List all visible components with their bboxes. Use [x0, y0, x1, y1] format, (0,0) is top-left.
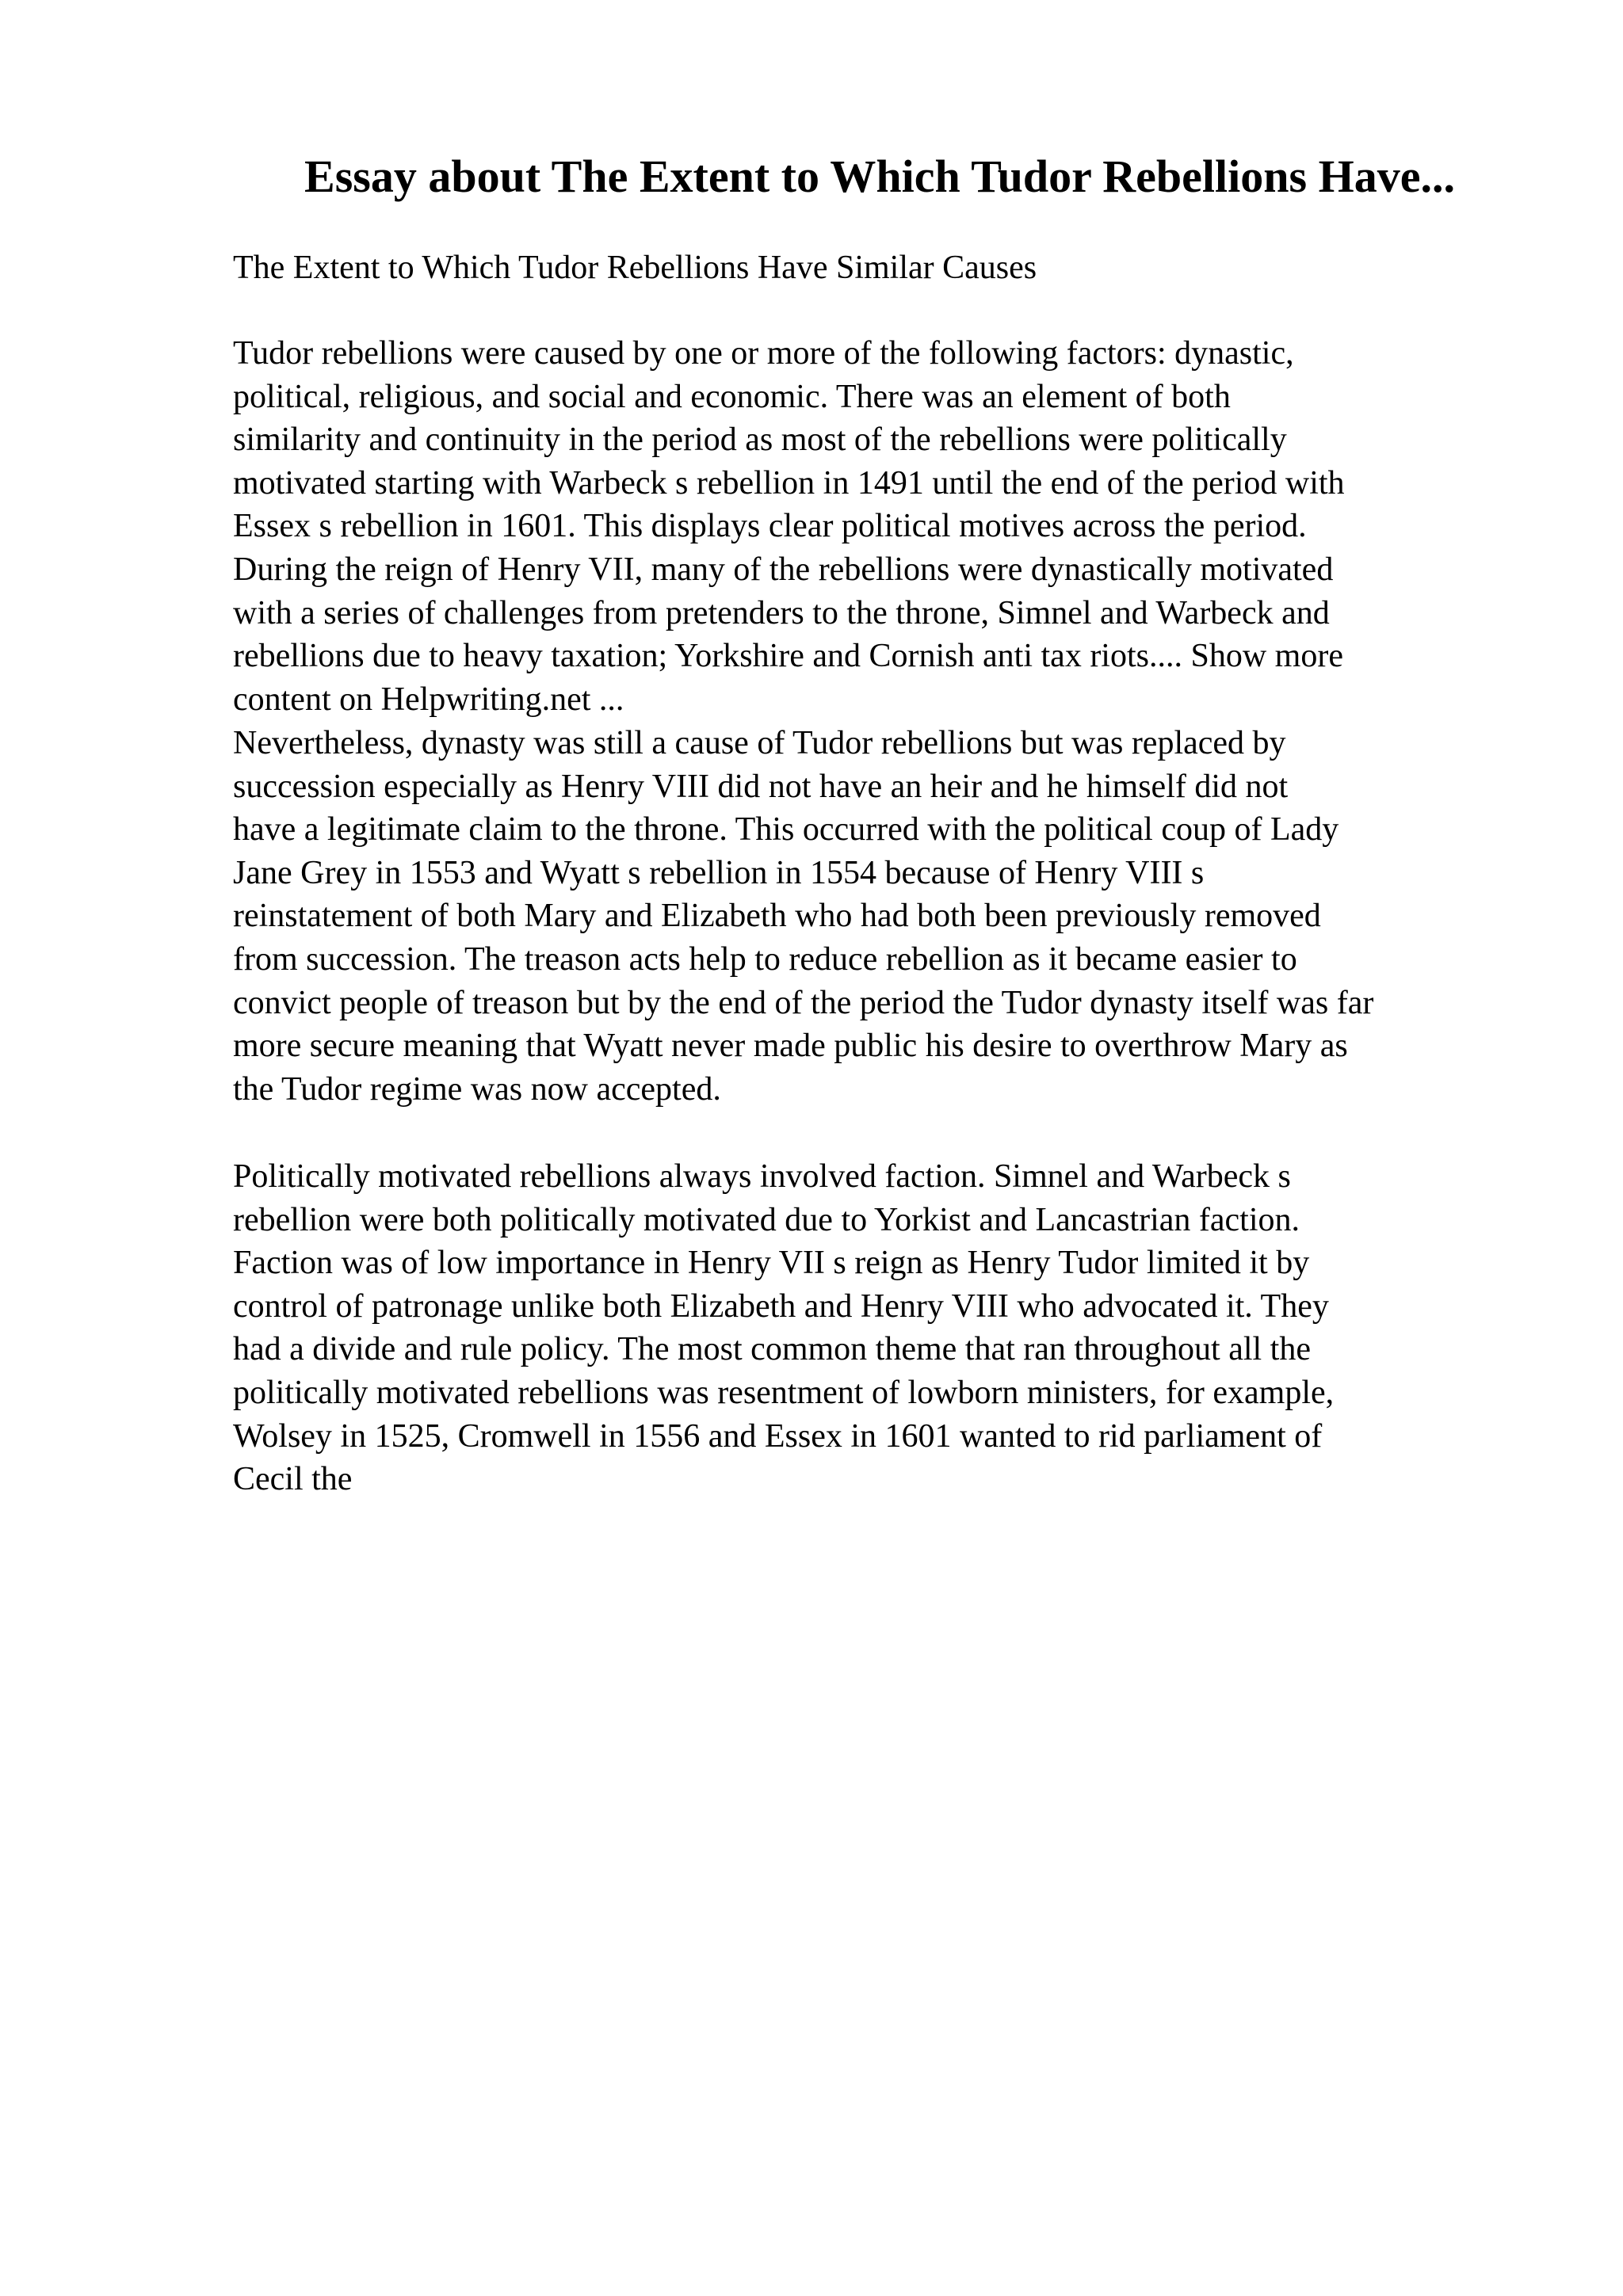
paragraph-line: Cecil the [233, 1461, 353, 1498]
paragraph-line: content on Helpwriting.net ... [233, 681, 624, 718]
paragraph-line: Faction was of low importance in Henry VII s reign as Henry Tudor limited it by [233, 1245, 1310, 1282]
page-title: Essay about The Extent to Which Tudor Rebellions Have... [304, 151, 1455, 202]
paragraph-line: succession especially as Henry VIII did not have an heir and he himself did not [233, 768, 1289, 805]
paragraph-line: had a divide and rule policy. The most common theme that ran throughout all the [233, 1331, 1311, 1368]
paragraph-1 [233, 332, 1596, 721]
paragraph-line: rebellion were both politically motivated due to Yorkist and Lancastrian faction. [233, 1201, 1300, 1238]
paragraph-line: politically motivated rebellions was resentment of lowborn ministers, for example, [233, 1374, 1335, 1411]
paragraph-line: convict people of treason but by the end of the period the Tudor dynasty itself was far [233, 984, 1374, 1021]
paragraph-line: Essex s rebellion in 1601. This displays clear political motives across the period. [233, 508, 1307, 545]
essay-subtitle: The Extent to Which Tudor Rebellions Have Similar Causes [233, 250, 1037, 286]
paragraph-line: Politically motivated rebellions always involved faction. Simnel and Warbeck s [233, 1158, 1291, 1195]
paragraph-line: Wolsey in 1525, Cromwell in 1556 and Essex in 1601 wanted to rid parliament of [233, 1417, 1323, 1455]
paragraph-line: Jane Grey in 1553 and Wyatt s rebellion in 1554 because of Henry VIII s [233, 854, 1205, 891]
paragraph-line: control of patronage unlike both Elizabeth and Henry VIII who advocated it. They [233, 1287, 1329, 1325]
paragraph-line: with a series of challenges from pretenders to the throne, Simnel and Warbeck and [233, 594, 1330, 631]
paragraph-line: from succession. The treason acts help to reduce rebellion as it became easier to [233, 940, 1297, 978]
paragraph-line: During the reign of Henry VII, many of the rebellions were dynastically motivated [233, 551, 1334, 588]
paragraph-line: Tudor rebellions were caused by one or more of the following factors: dynastic, [233, 335, 1294, 372]
paragraph-2 [233, 722, 1596, 1111]
paragraph-line: similarity and continuity in the period as most of the rebellions were politically [233, 421, 1287, 459]
paragraph-line: Nevertheless, dynasty was still a cause of Tudor rebellions but was replaced by [233, 725, 1286, 761]
paragraph-line: rebellions due to heavy taxation; Yorkshire and Cornish anti tax riots.... Show more [233, 638, 1343, 675]
paragraph-line: the Tudor regime was now accepted. [233, 1070, 721, 1108]
paragraph-3 [233, 1155, 1596, 1501]
paragraph-line: reinstatement of both Mary and Elizabeth who had both been previously removed [233, 898, 1321, 935]
paragraph-line: political, religious, and social and economic. There was an element of both [233, 378, 1231, 415]
paragraph-line: motivated starting with Warbeck s rebellion in 1491 until the end of the period with [233, 464, 1345, 502]
paragraph-line: more secure meaning that Wyatt never made public his desire to overthrow Mary as [233, 1028, 1348, 1065]
paragraph-line: have a legitimate claim to the throne. This occurred with the political coup of Lady [233, 811, 1339, 849]
